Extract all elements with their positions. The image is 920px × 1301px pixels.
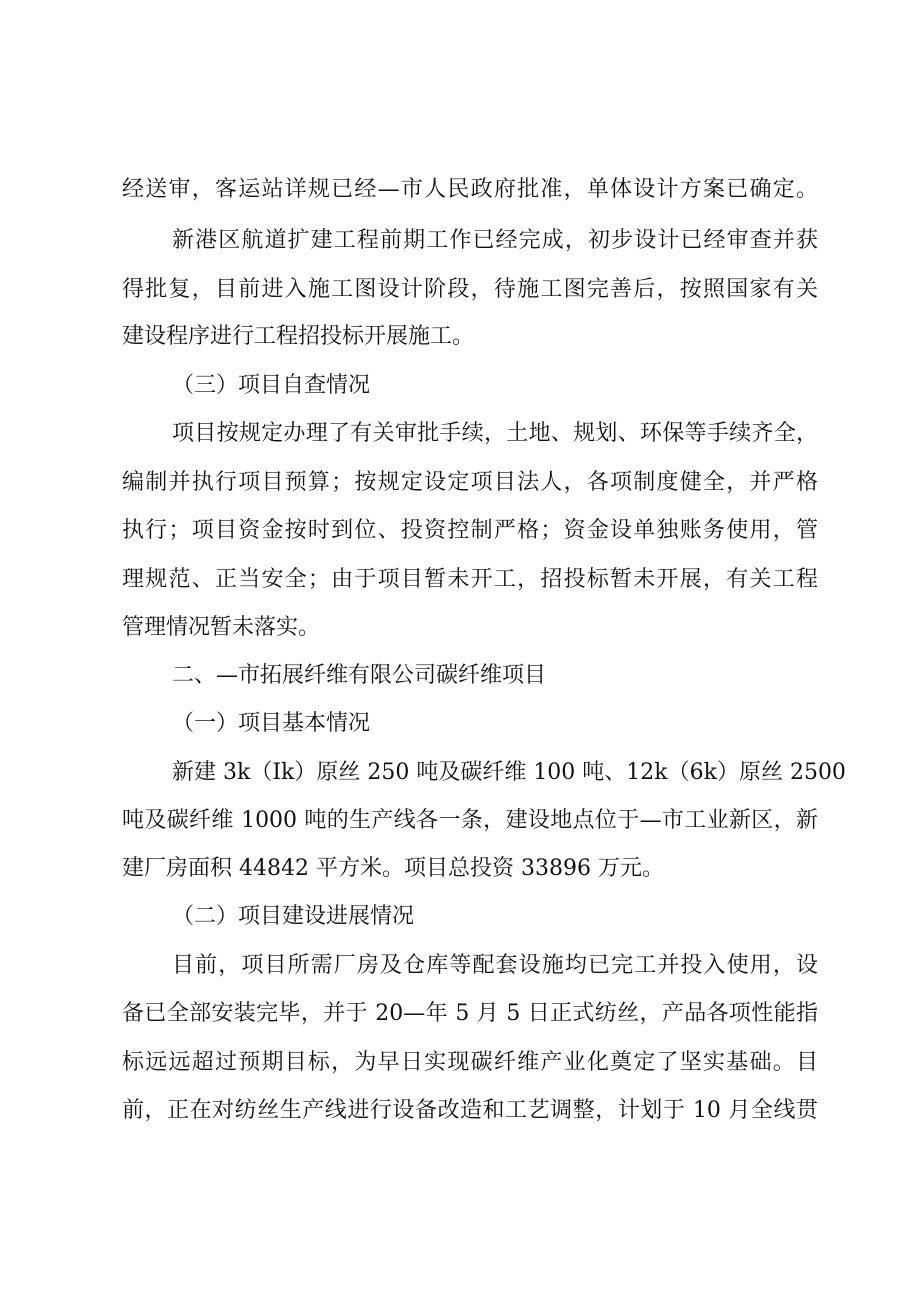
text-line: 建厂房面积 44842 平方米。项目总投资 33896 万元。: [122, 856, 664, 881]
text-line: 吨及碳纤维 1000 吨的生产线各一条，建设地点位于—市工业新区，新: [122, 808, 818, 833]
text-line: 理规范、正当安全；由于项目暂未开工，招投标暂未开展，有关工程: [122, 567, 818, 592]
text-line: 建设程序进行工程招投标开展施工。: [122, 324, 475, 349]
section-heading: （一）项目基本情况: [172, 711, 371, 736]
text-line: 前，正在对纺丝生产线进行设备改造和工艺调整，计划于 10 月全线贯: [122, 1098, 818, 1123]
section-heading: 二、—市拓展纤维有限公司碳纤维项目: [172, 663, 547, 688]
text-line: 新港区航道扩建工程前期工作已经完成，初步设计已经审查并获: [172, 228, 818, 253]
text-line: 执行；项目资金按时到位、投资控制严格；资金设单独账务使用，管: [122, 518, 818, 543]
section-heading: （三）项目自查情况: [172, 373, 371, 398]
text-line: 目前，项目所需厂房及仓库等配套设施均已完工并投入使用，设: [172, 953, 818, 978]
text-line: 项目按规定办理了有关审批手续，土地、规划、环保等手续齐全，: [172, 421, 818, 446]
text-line: 备已全部安装完毕，并于 20—年 5 月 5 日正式纺丝，产品各项性能指: [122, 1001, 818, 1026]
text-line: 经送审，客运站详规已经—市人民政府批准，单体设计方案已确定。: [122, 177, 818, 202]
text-line: 新建 3k（Ik）原丝 250 吨及碳纤维 100 吨、12k（6k）原丝 2500: [172, 760, 846, 785]
text-line: 得批复，目前进入施工图设计阶段，待施工图完善后，按照国家有关: [122, 277, 818, 302]
text-line: 标远远超过预期目标，为早日实现碳纤维产业化奠定了坚实基础。目: [122, 1050, 818, 1075]
text-line: 管理情况暂未落实。: [122, 615, 321, 640]
section-heading: （二）项目建设进展情况: [172, 904, 415, 929]
text-line: 编制并执行项目预算；按规定设定项目法人，各项制度健全，并严格: [122, 470, 818, 495]
